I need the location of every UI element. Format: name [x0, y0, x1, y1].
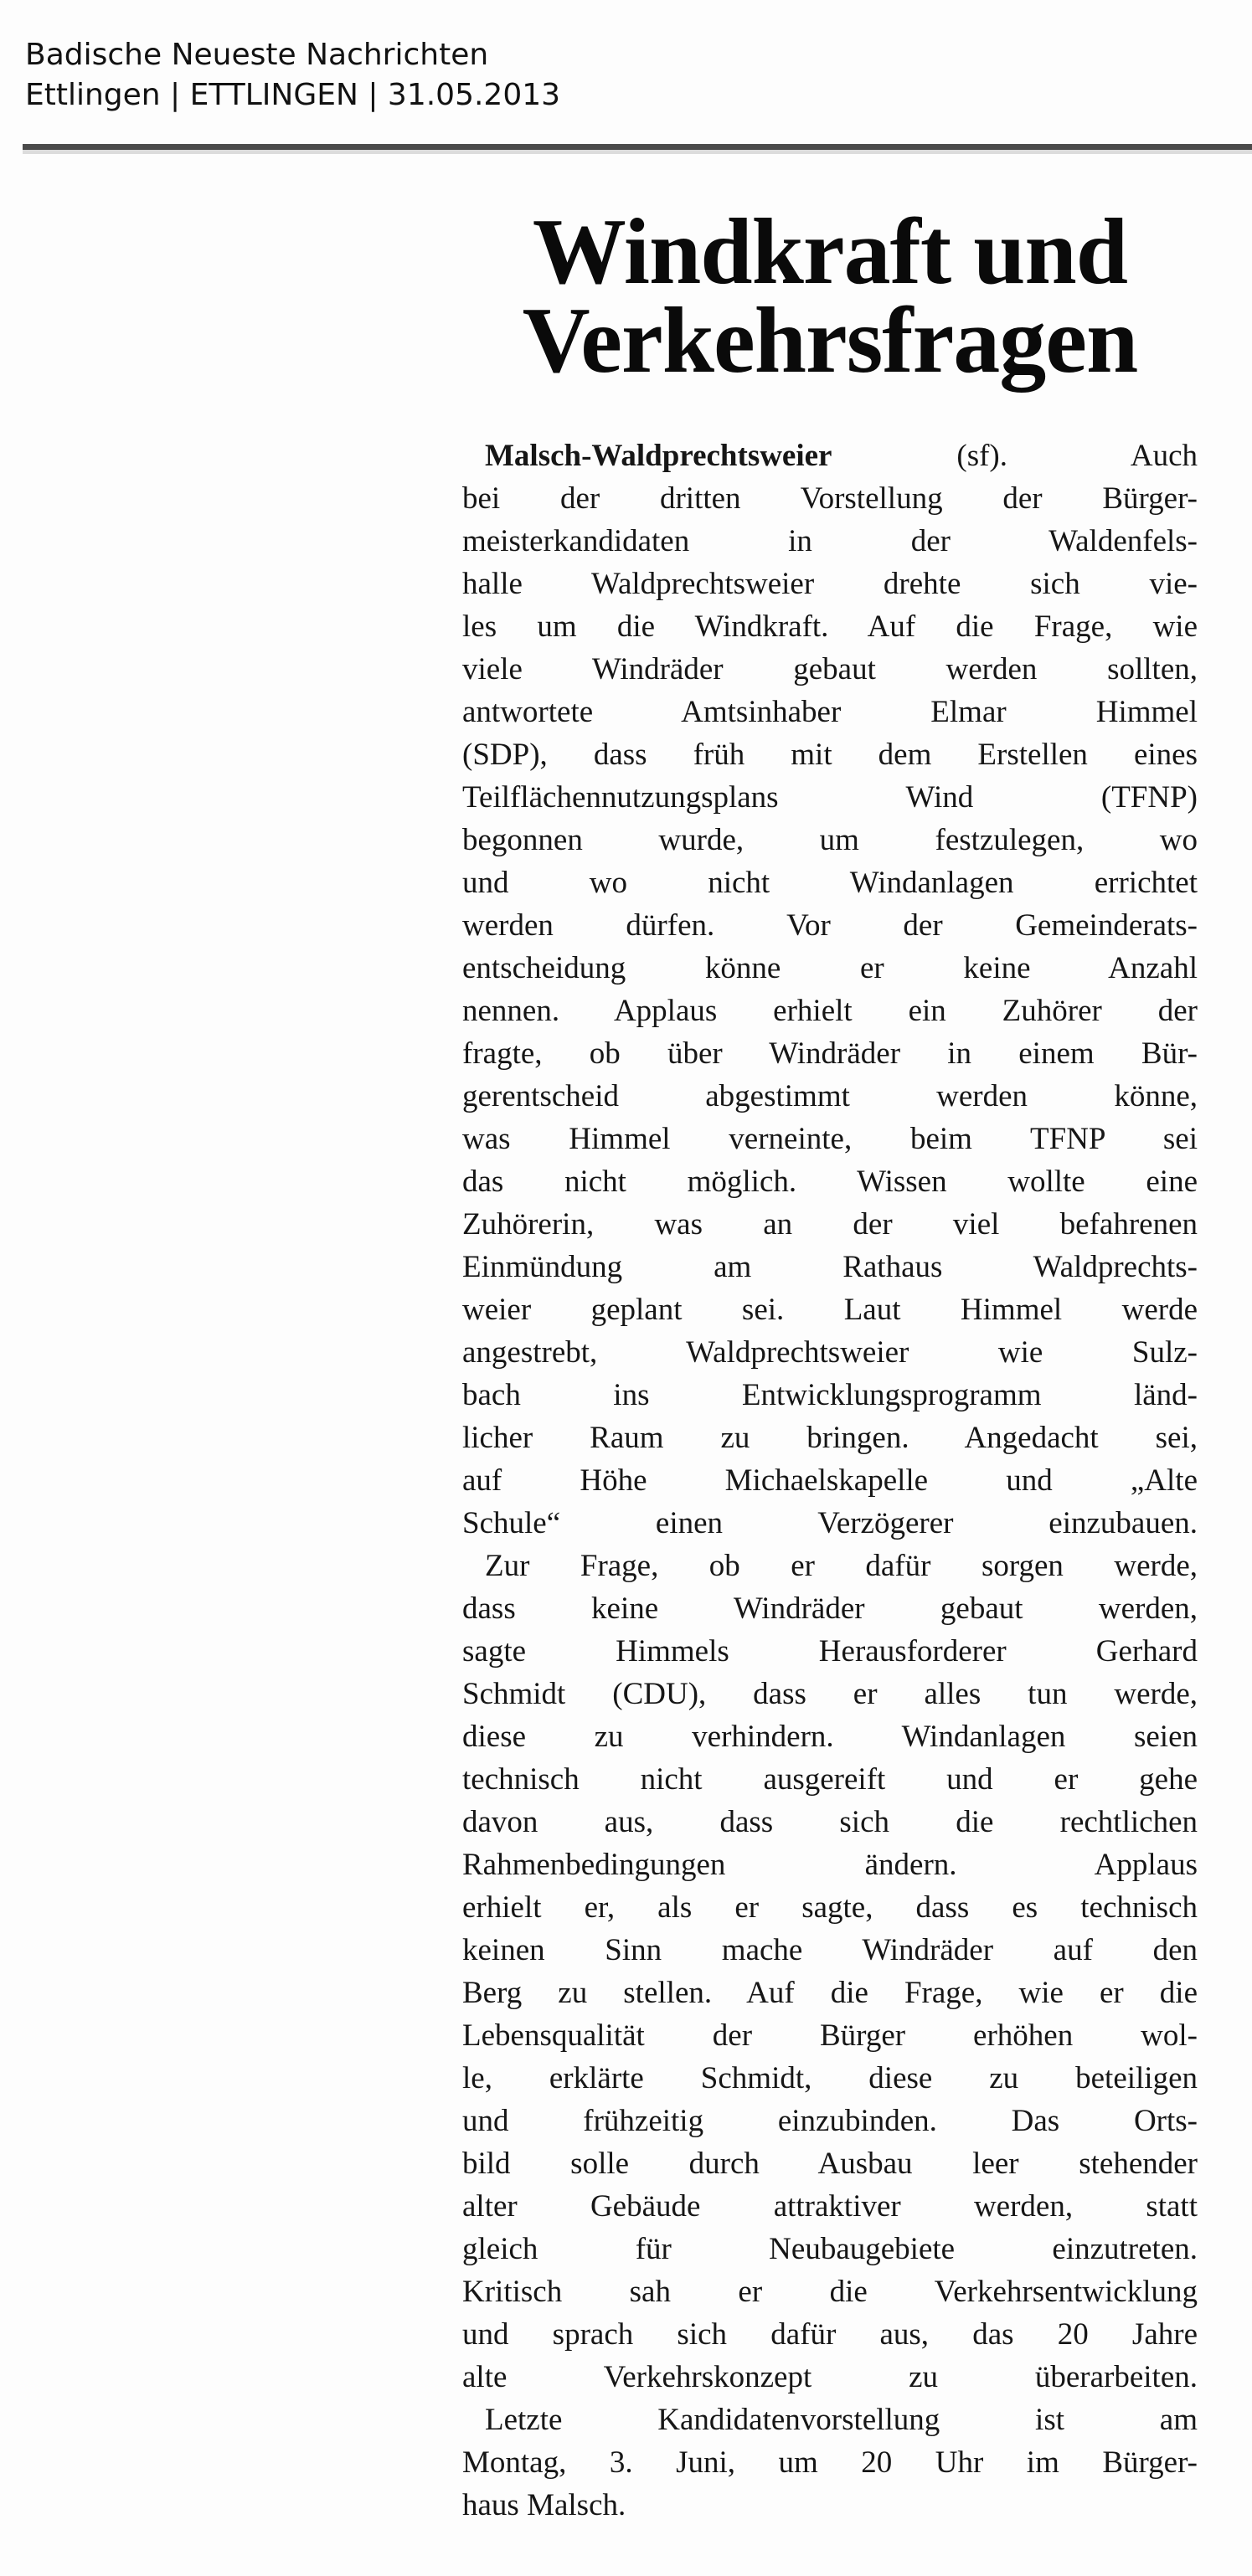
- text-line: Schmidt (CDU), dass er alles tun werde,: [462, 1677, 1198, 1711]
- text-line: halle Waldprechtsweier drehte sich vie-: [462, 567, 1198, 601]
- text-line: Letzte Kandidatenvorstellung ist am: [485, 2403, 1198, 2437]
- text-line: was Himmel verneinte, beim TFNP sei: [462, 1122, 1198, 1156]
- text-line: weier geplant sei. Laut Himmel werde: [462, 1293, 1198, 1327]
- lead-in-bold: Malsch-Waldprechtsweier: [485, 439, 832, 473]
- article-paragraph: [462, 2399, 1198, 2527]
- text-line: licher Raum zu bringen. Angedacht sei,: [462, 1421, 1198, 1455]
- text-line: erhielt er, als er sagte, dass es technisch: [462, 1890, 1198, 1925]
- text-line: dass keine Windräder gebaut werden,: [462, 1591, 1198, 1626]
- text-line: Einmündung am Rathaus Waldprechts-: [462, 1250, 1198, 1284]
- text-line: und frühzeitig einzubinden. Das Orts-: [462, 2104, 1198, 2138]
- text-line: werden dürfen. Vor der Gemeinderats-: [462, 908, 1198, 943]
- article-paragraph: [462, 1545, 1198, 2399]
- text-line: sagte Himmels Herausforderer Gerhard: [462, 1634, 1198, 1668]
- text-line: le, erklärte Schmidt, diese zu beteiligen: [462, 2061, 1198, 2095]
- text-line: haus Malsch.: [462, 2488, 626, 2522]
- text-line: bild solle durch Ausbau leer stehender: [462, 2147, 1198, 2181]
- article-headline: [462, 200, 1198, 393]
- text-line: Malsch-Waldprechtsweier (sf). Auch: [485, 439, 1198, 473]
- text-line: Montag, 3. Juni, um 20 Uhr im Bürger-: [462, 2445, 1198, 2480]
- edition-date-line: Ettlingen | ETTLINGEN | 31.05.2013: [25, 78, 561, 112]
- text-line: bei der dritten Vorstellung der Bürger-: [462, 481, 1198, 516]
- text-line: technisch nicht ausgereift und er gehe: [462, 1762, 1198, 1797]
- text-line: Berg zu stellen. Auf die Frage, wie er die: [462, 1976, 1198, 2010]
- publication-name: Badische Neueste Nachrichten: [25, 38, 489, 72]
- text-line: viele Windräder gebaut werden sollten,: [462, 652, 1198, 686]
- masthead: [25, 35, 560, 116]
- headline-line-1: Windkraft und: [532, 200, 1128, 304]
- text-line: fragte, ob über Windräder in einem Bür-: [462, 1036, 1198, 1071]
- text-line: auf Höhe Michaelskapelle und „Alte: [462, 1463, 1198, 1498]
- text-line: alter Gebäude attraktiver werden, statt: [462, 2189, 1198, 2224]
- text-line: alte Verkehrskonzept zu überarbeiten.: [462, 2360, 1198, 2394]
- text-line: begonnen wurde, um festzulegen, wo: [462, 823, 1198, 857]
- text-line: davon aus, dass sich die rechtlichen: [462, 1805, 1198, 1839]
- text-line: Zuhörerin, was an der viel befahrenen: [462, 1207, 1198, 1242]
- text-line: diese zu verhindern. Windanlagen seien: [462, 1720, 1198, 1754]
- text-line: gleich für Neubaugebiete einzutreten.: [462, 2232, 1198, 2266]
- text-line: keinen Sinn mache Windräder auf den: [462, 1933, 1198, 1967]
- article-body: [462, 434, 1198, 2527]
- text-line: bach ins Entwicklungsprogramm länd-: [462, 1378, 1198, 1412]
- text-line: und wo nicht Windanlagen errichtet: [462, 866, 1198, 900]
- headline-line-2: Verkehrsfragen: [522, 289, 1138, 393]
- masthead-divider-rule: [23, 144, 1252, 154]
- text-line: Zur Frage, ob er dafür sorgen werde,: [485, 1549, 1198, 1583]
- article-paragraph: [462, 434, 1198, 1545]
- text-line: antwortete Amtsinhaber Elmar Himmel: [462, 695, 1198, 729]
- article: [462, 200, 1198, 2527]
- text-line: angestrebt, Waldprechtsweier wie Sulz-: [462, 1335, 1198, 1370]
- text-line: Schule“ einen Verzögerer einzubauen.: [462, 1506, 1198, 1540]
- text-line: entscheidung könne er keine Anzahl: [462, 951, 1198, 985]
- text-line: nennen. Applaus erhielt ein Zuhörer der: [462, 994, 1198, 1028]
- text-line: und sprach sich dafür aus, das 20 Jahre: [462, 2317, 1198, 2352]
- text-line: meisterkandidaten in der Waldenfels-: [462, 524, 1198, 558]
- text-line: (SDP), dass früh mit dem Erstellen eines: [462, 738, 1198, 772]
- text-line: les um die Windkraft. Auf die Frage, wie: [462, 609, 1198, 644]
- text-line: Kritisch sah er die Verkehrsentwicklung: [462, 2275, 1198, 2309]
- text-line: Rahmenbedingungen ändern. Applaus: [462, 1848, 1198, 1882]
- text-line: gerentscheid abgestimmt werden könne,: [462, 1079, 1198, 1113]
- text-line: das nicht möglich. Wissen wollte eine: [462, 1165, 1198, 1199]
- text-line: Teilflächennutzungsplans Wind (TFNP): [462, 780, 1198, 815]
- text-line: Lebensqualität der Bürger erhöhen wol-: [462, 2018, 1198, 2053]
